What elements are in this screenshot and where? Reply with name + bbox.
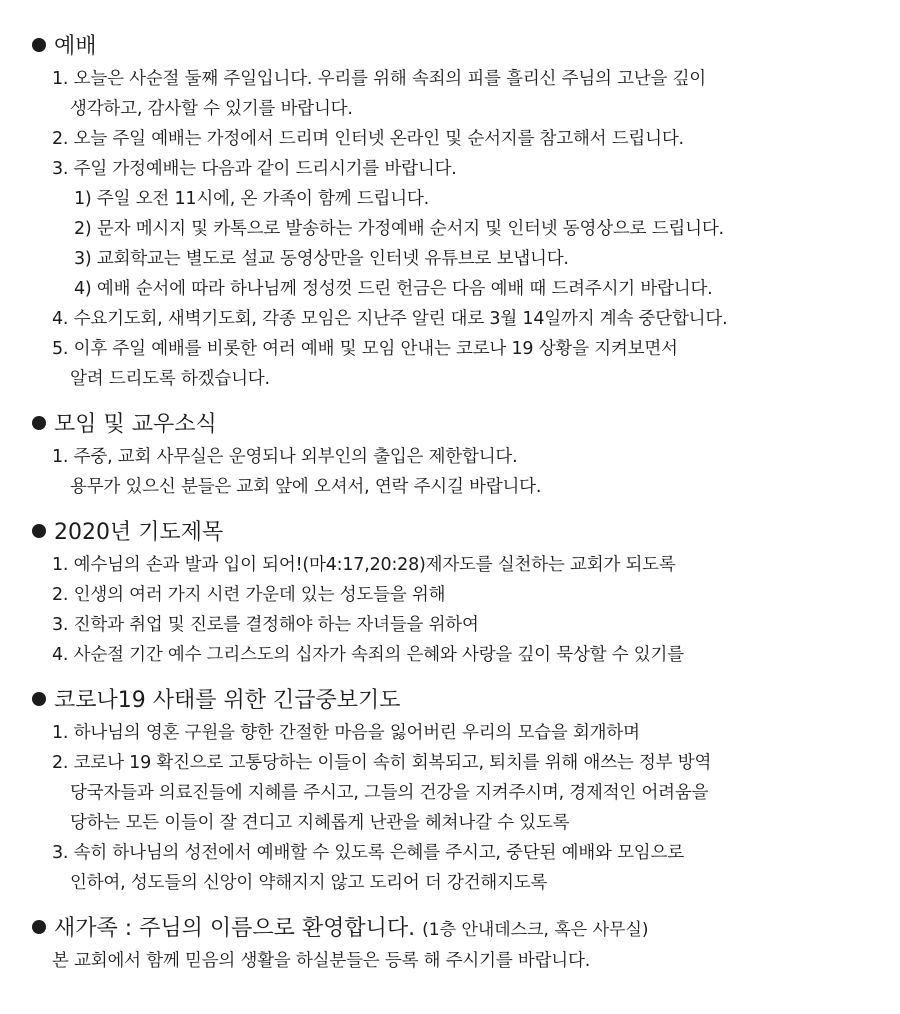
bullet-icon: [32, 692, 46, 706]
paragraph-line: 본 교회에서 함께 믿음의 생활을 하실분들은 등록 해 주시기를 바랍니다.: [52, 951, 591, 971]
sub-list-item: 4) 예배 순서에 따라 하나님께 정성껏 드린 헌금은 다음 예배 때 드려주시기 바랍니다.: [74, 279, 713, 299]
list-item: 3. 주일 가정예배는 다음과 같이 드리시기를 바랍니다.: [52, 159, 457, 179]
list-item: 5. 이후 주일 예배를 비롯한 여러 예배 및 모임 안내는 코로나 19 상황을 지켜보면서: [52, 339, 678, 359]
list-item: 1. 하나님의 영혼 구원을 향한 간절한 마음을 잃어버린 우리의 모습을 회개하며: [52, 723, 640, 743]
list-item: 1. 예수님의 손과 발과 입이 되어!(마4:17,20:28)제자도를 실천하는 교회가 되도록: [52, 555, 676, 575]
list-item: 4. 사순절 기간 예수 그리스도의 십자가 속죄의 은혜와 사랑을 깊이 묵상할 수 있기를: [52, 645, 684, 665]
list-item-continuation: 인하여, 성도들의 신앙이 약해지지 않고 도리어 더 강건해지도록: [70, 873, 548, 893]
sub-list-item: 1) 주일 오전 11시에, 온 가족이 함께 드립니다.: [74, 189, 429, 209]
section-title-intercession: 코로나19 사태를 위한 긴급중보기도: [32, 684, 900, 718]
list-item-continuation: 용무가 있으신 분들은 교회 앞에 오셔서, 연락 주시길 바랍니다.: [70, 477, 542, 497]
list-item: 2. 인생의 여러 가지 시련 가운데 있는 성도들을 위해: [52, 585, 446, 605]
section-title-new-family: 새가족 : 주님의 이름으로 환영합니다. (1층 안내데스크, 혹은 사무실): [32, 912, 900, 946]
list-item-continuation: 당국자들과 의료진들에 지혜를 주시고, 그들의 건강을 지켜주시며, 경제적인 어려움을: [70, 783, 709, 803]
list-item: 1. 주중, 교회 사무실은 운영되나 외부인의 출입은 제한합니다.: [52, 447, 518, 467]
sub-list-item: 3) 교회학교는 별도로 설교 동영상만을 인터넷 유튜브로 보냅니다.: [74, 249, 569, 269]
section-title-worship: 예배: [32, 30, 900, 64]
section-title-prayer-topics: 2020년 기도제목: [32, 516, 900, 550]
bullet-icon: [32, 416, 46, 430]
list-item: 2. 코로나 19 확진으로 고통당하는 이들이 속히 회복되고, 퇴치를 위해 애쓰는 정부 방역: [52, 753, 712, 773]
list-item: 4. 수요기도회, 새벽기도회, 각종 모임은 지난주 알린 대로 3월 14일까지 계속 중단합니다.: [52, 309, 728, 329]
list-item-continuation: 알려 드리도록 하겠습니다.: [70, 369, 270, 389]
list-item-continuation: 당하는 모든 이들이 잘 견디고 지혜롭게 난관을 헤쳐나갈 수 있도록: [70, 813, 570, 833]
list-item-continuation: 생각하고, 감사할 수 있기를 바랍니다.: [70, 99, 353, 119]
section-title-news: 모임 및 교우소식: [32, 408, 900, 442]
bullet-icon: [32, 38, 46, 52]
section-note: (1층 안내데스크, 혹은 사무실): [422, 920, 649, 940]
bullet-icon: [32, 524, 46, 538]
list-item: 1. 오늘은 사순절 둘째 주일입니다. 우리를 위해 속죄의 피를 흘리신 주님의 고난을 깊이: [52, 69, 706, 89]
list-item: 3. 속히 하나님의 성전에서 예배할 수 있도록 은혜를 주시고, 중단된 예배와 모임으로: [52, 843, 684, 863]
list-item: 3. 진학과 취업 및 진로를 결정해야 하는 자녀들을 위하여: [52, 615, 479, 635]
bullet-icon: [32, 920, 46, 934]
list-item: 2. 오늘 주일 예배는 가정에서 드리며 인터넷 온라인 및 순서지를 참고해서 드립니다.: [52, 129, 684, 149]
sub-list-item: 2) 문자 메시지 및 카톡으로 발송하는 가정예배 순서지 및 인터넷 동영상으로 드립니다.: [74, 219, 724, 239]
